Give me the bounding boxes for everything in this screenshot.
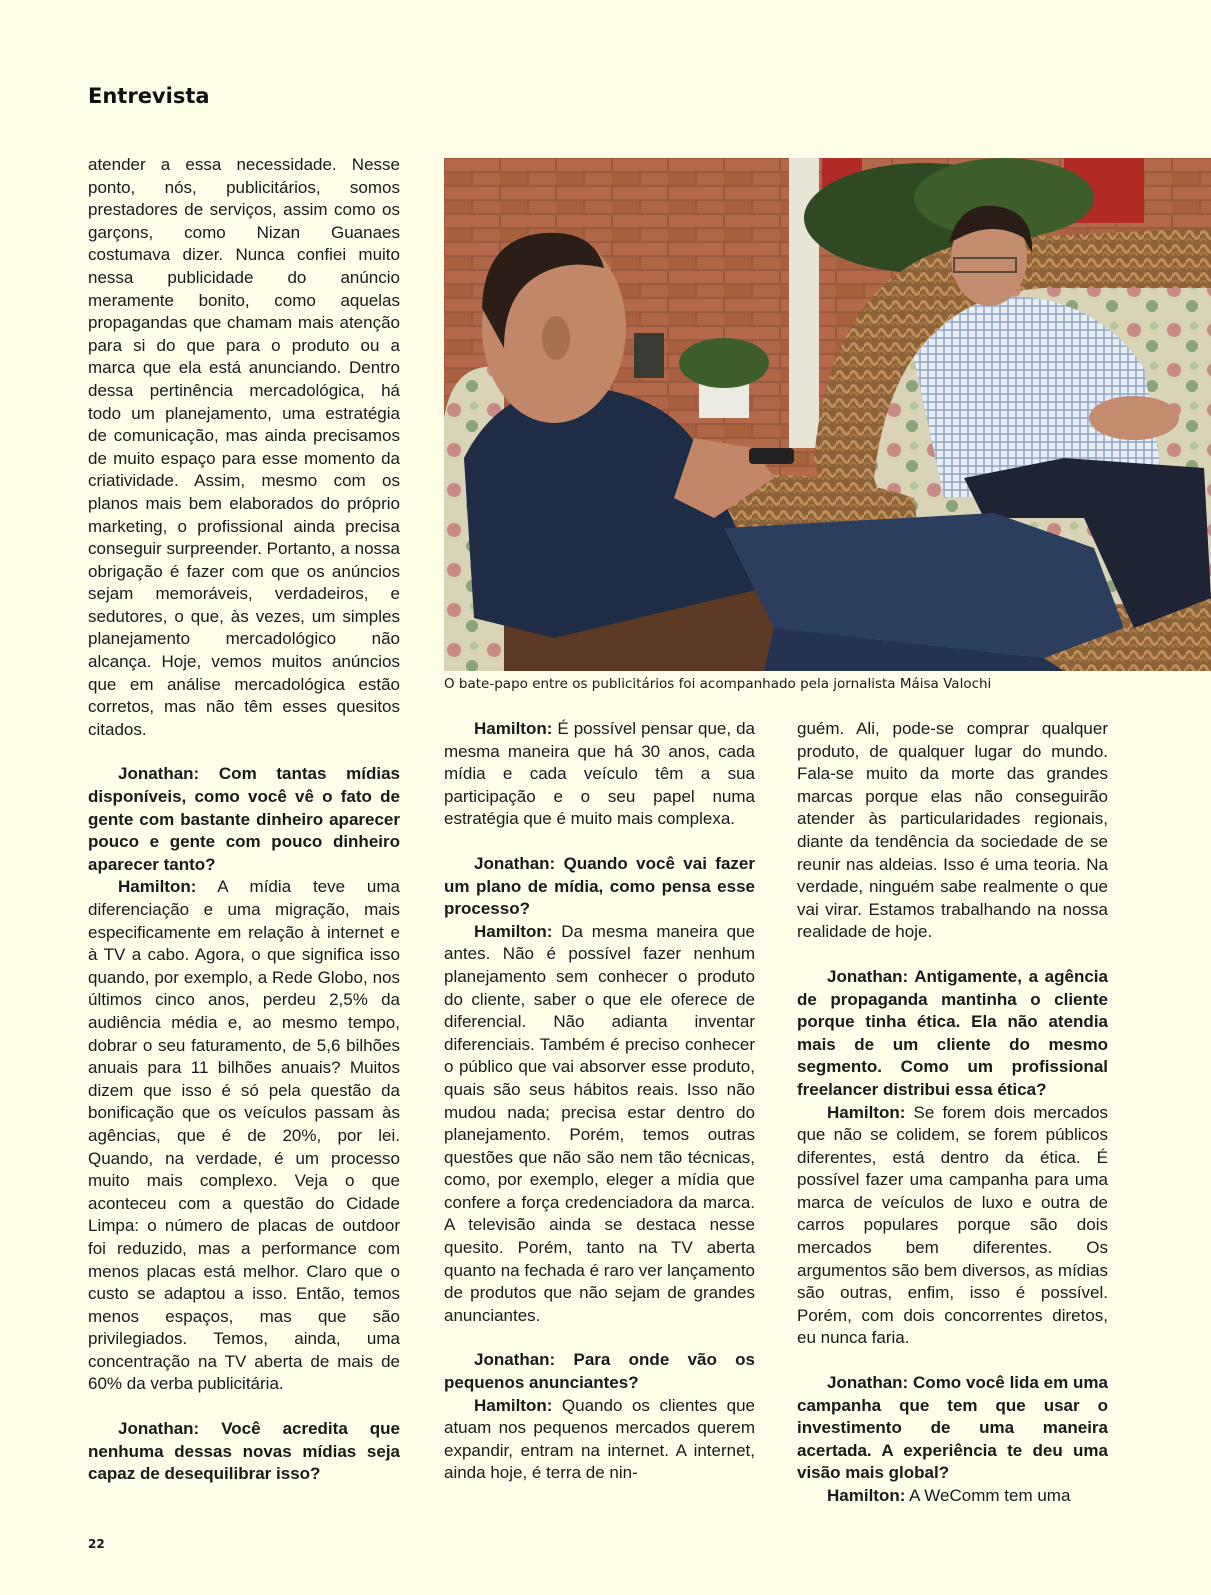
speaker-label: Hamilton: <box>474 921 553 941</box>
answer <box>797 1485 1108 1508</box>
question: Jonathan: Como você lida em uma campanha que tem que usar o investimento de uma maneira acertada. A experiência te deu uma visão mais global? <box>797 1373 1108 1483</box>
speaker-label: Hamilton: <box>827 1486 906 1505</box>
answer-text: Se forem dois mercados que não se colidem, se forem públicos diferentes, está dentro da ética. É possível fazer uma campanha para uma marca de veículos de luxo e outra de carros populares porque são dois mercados bem diferentes. Os argumentos são bem diversos, as mídias são outras, enfim, isso é possível. Porém, com dois concorrentes diretos, eu nunca faria. <box>797 1102 1108 1348</box>
answer <box>797 1102 1108 1351</box>
question: Jonathan: Para onde vão os pequenos anunciantes? <box>444 1350 755 1393</box>
photo-caption: O bate-papo entre os publicitários foi acompanhado pela jornalista Máisa Valochi <box>444 676 992 692</box>
speaker-label: Hamilton: <box>474 719 553 738</box>
answer <box>444 1395 755 1485</box>
paragraph: guém. Ali, pode-se comprar qualquer produto, de qualquer lugar do mundo. Fala-se muito da morte das grandes marcas porque elas não conseguirão atender às particularidades regionais, diante da tendência da sociedade de se reunir nas aldeias. Isso é uma teoria. Na verdade, ninguém sabe realmente o que vai virar. Estamos trabalhando na nossa realidade de hoje. <box>797 719 1108 942</box>
answer <box>88 876 400 1396</box>
question: Jonathan: Com tantas mídias disponíveis, como você vê o fato de gente com bastante dinheiro aparecer pouco e gente com pouco dinheiro aparecer tanto? <box>88 764 400 874</box>
section-title: Entrevista <box>88 84 210 108</box>
question: Jonathan: Antigamente, a agência de propaganda mantinha o cliente porque tinha ética. Ela não atendia mais de um cliente do mesmo segmento. Como um profissional freelancer distribui essa ética? <box>797 966 1108 1099</box>
answer-text: Da mesma maneira que antes. Não é possível fazer nenhum planejamento sem conhecer o produto do cliente, saber o que ele oferece de diferencial. Não adianta inventar diferenciais. Também é preciso conhecer o público que vai absorver esse produto, quais são seus hábitos reais. Isso não mudou nada; precisa estar dentro do planejamento. Porém, temos outras questões que não são nem tão técnicas, como, por exemplo, eleger a mídia que confere a força credenciadora da marca. A televisão ainda se destaca nesse quesito. Porém, tanto na TV aberta quanto na fechada é raro ver lançamento de produtos que não sejam de grandes anunciantes. <box>444 921 755 1325</box>
paragraph: atender a essa necessidade. Nesse ponto, nós, publicitários, somos prestadores de serviços, assim como os garçons, como Nizan Guanaes costumava dizer. Nunca confiei muito nessa publicidade do anúncio meramente bonito, como aquelas propagandas que chamam mais atenção para si do que para o produto ou a marca que ela está anunciando. Dentro dessa pertinência mercadológica, há todo um planejamento, uma estratégia de comunicação, mas ainda precisamos de muito espaço para esse momento da criatividade. Assim, mesmo com os planos mais bem elaborados do próprio marketing, o profissional ainda precisa conseguir surpreender. Portanto, a nossa obrigação é fazer com que os anúncios sejam memoráveis, verdadeiros, e sedutores, o que, às vezes, um simples planejamento mercadológico não alcança. Hoje, vemos muitos anúncios que em análise mercadológica estão corretos, mas não têm esses quesitos citados. <box>88 155 400 739</box>
speaker-label: Hamilton: <box>118 877 197 897</box>
answer-text: Quando os clientes que atuam nos pequenos mercados querem expandir, entram na internet. A internet, ainda hoje, é terra de nin- <box>444 1395 755 1483</box>
article-column-3 <box>797 718 1108 1508</box>
interview-photo <box>444 158 1211 671</box>
speaker-label: Hamilton: <box>474 1395 553 1415</box>
question: Jonathan: Você acredita que nenhuma dessas novas mídias seja capaz de desequilibrar isso? <box>88 1419 400 1484</box>
answer-text: A WeComm tem uma <box>905 1486 1071 1505</box>
answer-text: A mídia teve uma diferenciação e uma migração, mais especificamente em relação à internet e à TV a cabo. Agora, o que significa isso quando, por exemplo, a Rede Globo, nos últimos cinco anos, perdeu 2,5% da audiência média e, ao mesmo tempo, dobrar o seu faturamento, de 5,6 bilhões anuais para 11 bilhões anuais? Muitos dizem que isso é só pela questão da bonificação que os veículos passam às agências, que é de 20%, por lei. Quando, na verdade, é um processo muito mais complexo. Veja o que aconteceu com a questão do Cidade Limpa: o número de placas de outdoor foi reduzido, mas a performance com menos placas está melhor. Claro que o custo se adaptou a isso. Então, temos menos espaços, mas que são privilegiados. Temos, ainda, uma concentração na TV aberta de mais de 60% da verba publicitária. <box>88 877 400 1394</box>
article-column-2 <box>444 718 755 1485</box>
question: Jonathan: Quando você vai fazer um plano de mídia, como pensa esse processo? <box>444 853 755 919</box>
page-number: 22 <box>88 1537 105 1551</box>
speaker-label: Hamilton: <box>827 1102 906 1122</box>
article-column-1 <box>88 154 400 1486</box>
answer-text: É possível pensar que, da mesma maneira que há 30 anos, cada mídia e cada veículo têm a sua participação e o seu papel numa estratégia que é muito mais complexa. <box>444 719 755 829</box>
answer <box>444 718 755 831</box>
answer <box>444 921 755 1328</box>
